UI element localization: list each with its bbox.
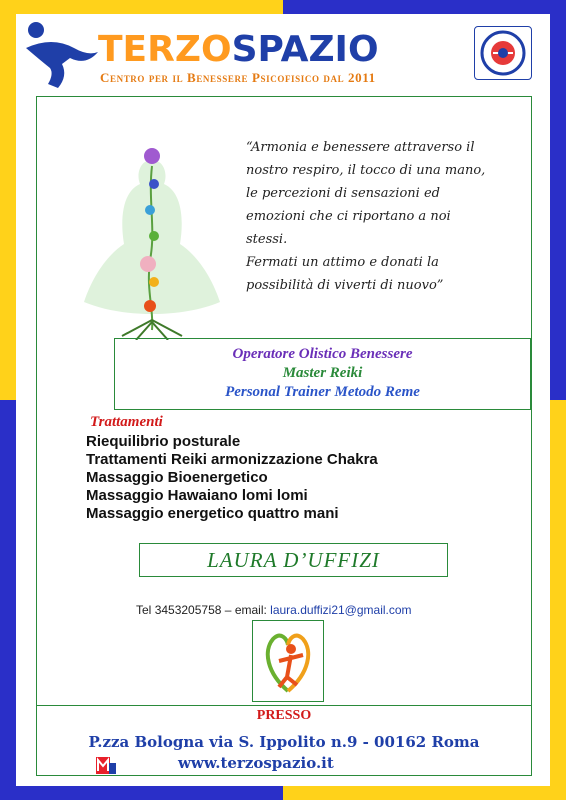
tel-value[interactable]: 3453205758	[154, 603, 222, 617]
header	[16, 14, 550, 94]
quote-block	[246, 136, 516, 297]
qualifications-box	[114, 338, 531, 410]
email-label: email:	[234, 603, 267, 617]
brand-terzo: TERZO	[98, 29, 232, 70]
heart-figure-icon	[253, 621, 323, 701]
quote-line: le percezioni di sensazioni ed	[246, 186, 440, 201]
quote-line: possibilità di viverti di nuovo”	[246, 278, 444, 293]
brand-subtitle: Centro per il Benessere Psicofisico dal 2011	[100, 70, 376, 85]
address: P.zza Bologna via S. Ippolito n.9 - 00162 Roma	[88, 733, 480, 751]
role-personal-trainer: Personal Trainer Metodo Reme	[225, 384, 420, 400]
treatment-item: Riequilibrio posturale	[86, 433, 241, 450]
running-figure-logo-icon	[22, 18, 102, 90]
presso-label: PRESSO	[256, 708, 312, 723]
treatment-item: Massaggio energetico quattro mani	[86, 505, 339, 522]
heart-logo-box	[252, 620, 324, 702]
role-holistic-operator: Operatore Olistico Benessere	[232, 346, 413, 362]
quote-line: emozioni che ci riportano a noi	[246, 209, 451, 224]
quote-line: Fermati un attimo e donati la	[246, 255, 439, 270]
treatment-item: Trattamenti Reiki armonizzazione Chakra	[86, 451, 378, 468]
treatments-title: Trattamenti	[90, 414, 163, 430]
treatments-list	[86, 433, 378, 523]
contact-line	[136, 603, 412, 617]
treatment-item: Massaggio Hawaiano lomi lomi	[86, 487, 308, 504]
chakra-meditation-illustration	[62, 140, 242, 340]
practitioner-name: LAURA D’UFFIZI	[139, 543, 448, 577]
brand-spazio: SPAZIO	[231, 29, 379, 70]
website-link[interactable]: www.terzospazio.it	[178, 754, 334, 772]
footer-divider	[36, 705, 532, 706]
metro-icon	[96, 757, 116, 774]
email-link[interactable]: laura.duffizi21@gmail.com	[270, 603, 412, 617]
quote-line: stessi.	[246, 232, 288, 247]
quote-line: “Armonia e benessere attraverso il	[246, 140, 475, 155]
quote-line: nostro respiro, il tocco di una mano,	[246, 163, 486, 178]
role-master-reiki: Master Reiki	[282, 365, 363, 381]
treatment-item: Massaggio Bioenergetico	[86, 469, 268, 486]
tel-label: Tel	[136, 603, 152, 617]
brand-wordmark	[98, 30, 379, 70]
contact-separator: –	[224, 603, 232, 617]
association-seal-icon	[474, 26, 532, 80]
